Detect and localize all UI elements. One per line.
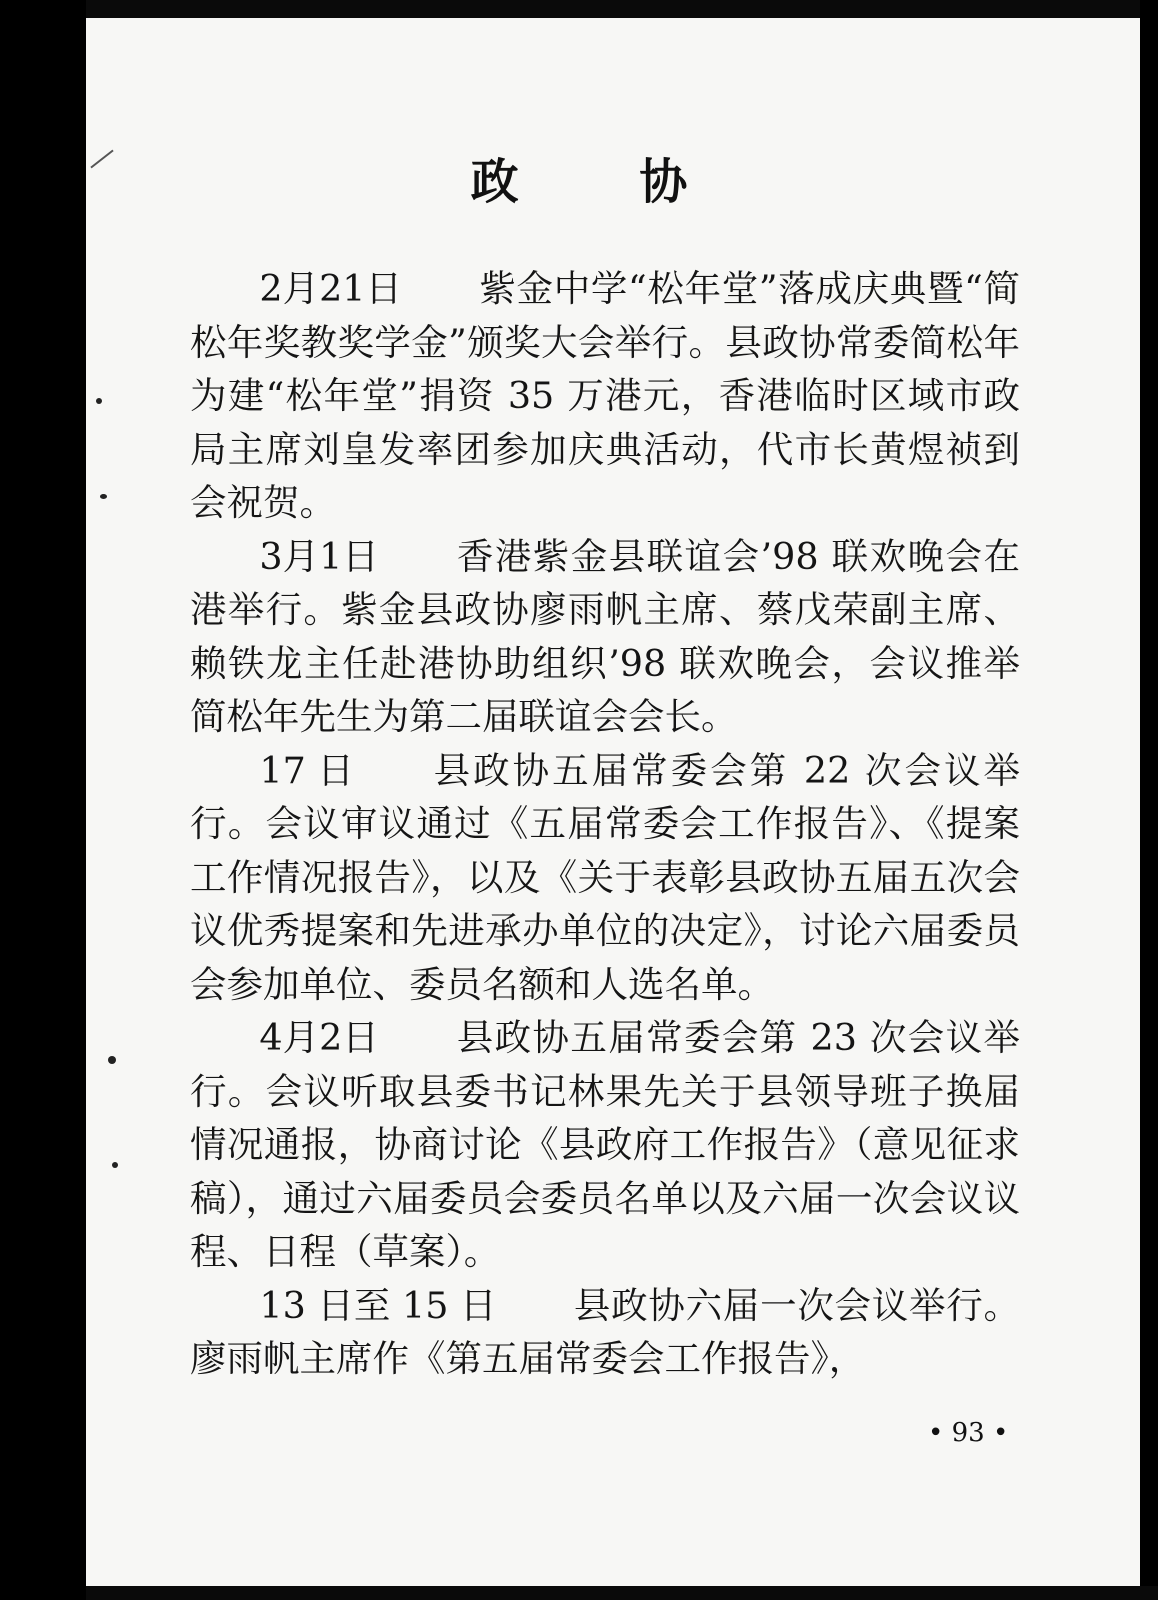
scan-border-top <box>86 0 1158 18</box>
entry-date: 3月1日 <box>259 534 379 578</box>
chronicle-entry <box>190 1011 1020 1279</box>
entry-text: 县政协六届一次会议举行。廖雨帆主席作《第五届常委会工作报告》， <box>190 1283 1020 1380</box>
chronicle-entry <box>190 1279 1020 1386</box>
chronicle-entry <box>190 530 1020 744</box>
scan-speck <box>100 494 107 499</box>
scan-border-bottom <box>86 1586 1158 1600</box>
entry-date: 2月21日 <box>259 267 403 310</box>
entry-date: 4月2日 <box>259 1016 379 1059</box>
entry-text: 紫金中学“松年堂”落成庆典暨“简松年奖教奖学金”颁奖大会举行。县政协常委简松年为建“松年堂”捐资 35 万港元，香港临时区域市政局主席刘皇发率团参加庆典活动，代市长黄煜祯到会祝贺。 <box>190 267 1020 524</box>
chronicle-entries <box>190 262 1020 1386</box>
chronicle-entry <box>190 744 1020 1012</box>
chronicle-entry <box>190 262 1020 530</box>
entry-text: 县政协五届常委会第 23 次会议举行。会议听取县委书记林果先关于县领导班子换届情况通报，协商讨论《县政府工作报告》（意见征求稿），通过六届委员会委员名单以及六届一次会议议程、日程（草案）。 <box>190 1016 1020 1273</box>
entry-date: 13 日至 15 日 <box>259 1283 497 1327</box>
scan-speck <box>108 1056 116 1064</box>
scan-speck <box>96 398 102 404</box>
entry-date: 17 日 <box>259 748 354 792</box>
page-title: 政 协 <box>470 154 740 210</box>
scan-border-left <box>0 0 86 1600</box>
entry-text: 香港紫金县联谊会’98 联欢晚会在港举行。紫金县政协廖雨帆主席、蔡戊荣副主席、赖铁龙主任赴港协助组织’98 联欢晚会，会议推举简松年先生为第二届联谊会会长。 <box>190 534 1020 738</box>
scan-border-right <box>1140 0 1158 1600</box>
page-number: • 93 • <box>928 1418 1009 1448</box>
scan-speck <box>112 1162 118 1168</box>
entry-text: 县政协五届常委会第 22 次会议举行。会议审议通过《五届常委会工作报告》、《提案工作情况报告》，以及《关于表彰县政协五届五次会议优秀提案和先进承办单位的决定》，讨论六届委员会参加单位、委员名额和人选名单。 <box>190 748 1020 1006</box>
